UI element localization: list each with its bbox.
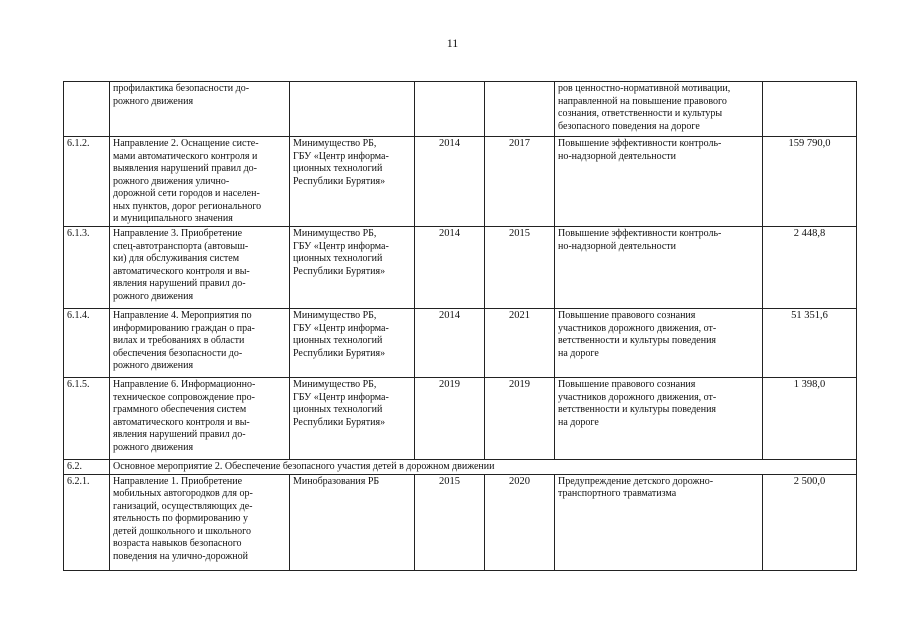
table-row [64, 474, 857, 570]
executor-text: Минимущество РБ, ГБУ «Центр информа- ционных технологий Республики Бурятия» [290, 137, 415, 227]
row-number [64, 82, 110, 137]
direction-text: профилактика безопасности до- рожного движения [110, 82, 290, 137]
start-year: 2014 [415, 227, 485, 309]
direction-text: Направление 1. Приобретение мобильных автогородков для ор- ганизаций, осуществляющих де- ятельность по формированию у детей дошкольного и школьного возраста навыков безопасного поведения на улично-дорожной [110, 474, 290, 570]
row-number: 6.1.4. [64, 309, 110, 378]
row-number: 6.1.2. [64, 137, 110, 227]
end-year: 2015 [485, 227, 555, 309]
executor-text [290, 82, 415, 137]
funding-amount: 2 500,0 [763, 474, 857, 570]
funding-amount: 1 398,0 [763, 378, 857, 460]
row-number: 6.2.1. [64, 474, 110, 570]
executor-text: Минимущество РБ, ГБУ «Центр информа- ционных технологий Республики Бурятия» [290, 227, 415, 309]
row-number: 6.1.5. [64, 378, 110, 460]
result-text: ров ценностно-нормативной мотивации, направленной на повышение правового сознания, ответственности и культуры безопасного поведения на дороге [555, 82, 763, 137]
table-row [64, 137, 857, 227]
end-year [485, 82, 555, 137]
result-text: Повышение правового сознания участников дорожного движения, от- ветственности и культуры поведения на дороге [555, 309, 763, 378]
direction-text: Направление 3. Приобретение спец-автотранспорта (автовыш- ки) для обслуживания систем автоматического контроля и вы- явления нарушений правил до- рожного движения [110, 227, 290, 309]
start-year: 2014 [415, 309, 485, 378]
direction-text: Направление 4. Мероприятия по информированию граждан о пра- вилах и требованиях в области обеспечения безопасности до- рожного движения [110, 309, 290, 378]
direction-text: Направление 2. Оснащение систе- мами автоматического контроля и выявления нарушений правил до- рожного движения улично- дорожной сети городов и населен- ных пунктов, дорог регионального и муниципального значения [110, 137, 290, 227]
funding-amount: 2 448,8 [763, 227, 857, 309]
table-row [64, 309, 857, 378]
result-text: Повышение правового сознания участников дорожного движения, от- ветственности и культуры поведения на дороге [555, 378, 763, 460]
end-year: 2020 [485, 474, 555, 570]
result-text: Предупреждение детского дорожно- транспортного травматизма [555, 474, 763, 570]
funding-amount: 159 790,0 [763, 137, 857, 227]
executor-text: Минимущество РБ, ГБУ «Центр информа- ционных технологий Республики Бурятия» [290, 378, 415, 460]
executor-text: Минимущество РБ, ГБУ «Центр информа- ционных технологий Республики Бурятия» [290, 309, 415, 378]
table-row [64, 227, 857, 309]
start-year: 2019 [415, 378, 485, 460]
executor-text: Минобразования РБ [290, 474, 415, 570]
end-year: 2021 [485, 309, 555, 378]
section-title: Основное мероприятие 2. Обеспечение безопасного участия детей в дорожном движении [110, 460, 857, 475]
start-year: 2014 [415, 137, 485, 227]
program-table [63, 81, 857, 571]
start-year [415, 82, 485, 137]
funding-amount: 51 351,6 [763, 309, 857, 378]
end-year: 2017 [485, 137, 555, 227]
end-year: 2019 [485, 378, 555, 460]
section-row [64, 460, 857, 475]
result-text: Повышение эффективности контроль- но-надзорной деятельности [555, 227, 763, 309]
direction-text: Направление 6. Информационно- техническое сопровождение про- граммного обеспечения систем автоматического контроля и вы- явления нарушений правил до- рожного движения [110, 378, 290, 460]
result-text: Повышение эффективности контроль- но-надзорной деятельности [555, 137, 763, 227]
row-number: 6.2. [64, 460, 110, 475]
funding-amount [763, 82, 857, 137]
page-number: 11 [446, 36, 459, 50]
table-row [64, 82, 857, 137]
row-number: 6.1.3. [64, 227, 110, 309]
start-year: 2015 [415, 474, 485, 570]
table-row [64, 378, 857, 460]
